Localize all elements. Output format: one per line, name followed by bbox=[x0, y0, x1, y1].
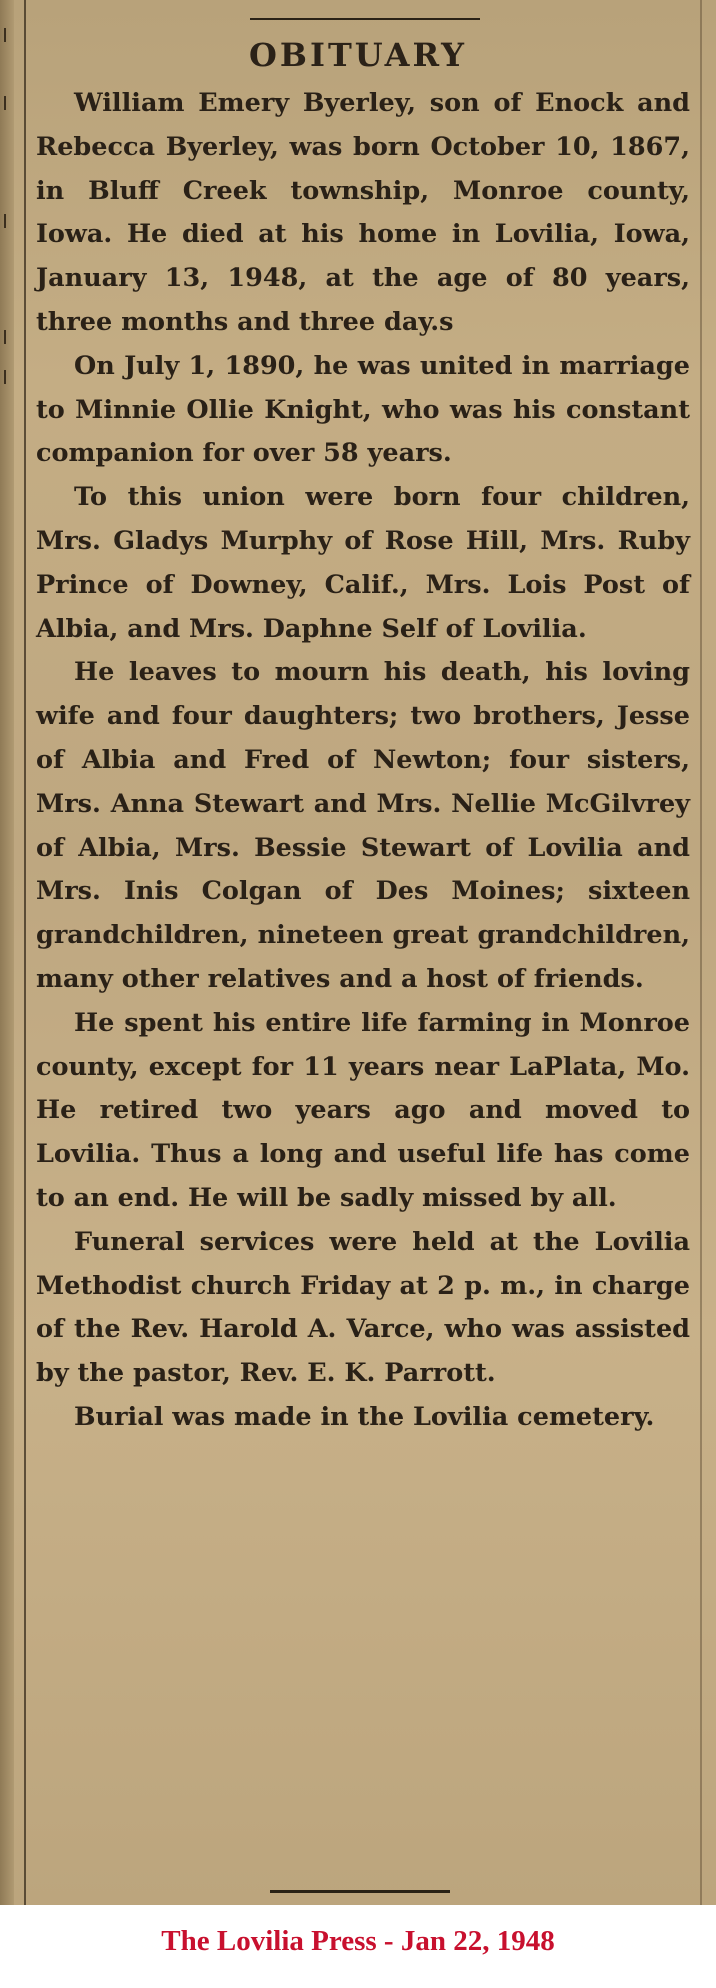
paragraph-survivors: He leaves to mourn his death, his loving wife and four daughters; two brothers, Jesse of Albia and Fred of Newton; four sisters, Mrs. Anna Stewart and Mrs. Nellie McGilvrey of Albia, Mrs. Bessie Stewart of Lovilia and Mrs. Inis Colgan of Des Moines; sixteen grandchildren, nineteen great grandchildren, many other relatives and a host of friends. bbox=[36, 657, 690, 994]
obituary-title: OBITUARY bbox=[249, 36, 467, 74]
clipping-left-edge bbox=[0, 0, 14, 1905]
paragraph-children: To this union were born four children, Mrs. Gladys Murphy of Rose Hill, Mrs. Ruby Prince of Downey, Calif., Mrs. Lois Post of Albia, and Mrs. Daphne Self of Lovilia. bbox=[36, 482, 690, 644]
paragraph-marriage: On July 1, 1890, he was united in marriage to Minnie Ollie Knight, who was his constant companion for over 58 years. bbox=[36, 350, 690, 469]
column-mark bbox=[4, 214, 14, 228]
source-caption: The Lovilia Press - Jan 22, 1948 bbox=[161, 1925, 555, 1957]
column-mark bbox=[4, 96, 14, 110]
footer-rule bbox=[270, 1890, 450, 1893]
paragraph-burial: Burial was made in the Lovilia cemetery. bbox=[74, 1401, 655, 1432]
column-mark bbox=[4, 370, 14, 384]
paragraph-life: He spent his entire life farming in Monroe county, except for 11 years near LaPlata, Mo. He retired two years ago and moved to Lovilia. Thus a long and useful life has come to an end. He will be sadly missed by all. bbox=[36, 1007, 690, 1213]
paragraph-birth: William Emery Byerley, son of Enock and Rebecca Byerley, was born October 10, 1867, in Bluff Creek township, Monroe county, Iowa. He died at his home in Lovilia, Iowa, January 13, 1948, at the age of 80 years, three months and three day.s bbox=[36, 88, 690, 337]
paragraph-funeral: Funeral services were held at the Lovilia Methodist church Friday at 2 p. m., in charge of the Rev. Harold A. Varce, who was assisted by the pastor, Rev. E. K. Parrott. bbox=[36, 1226, 690, 1389]
column-rule-right bbox=[700, 0, 702, 1905]
column-rule-left bbox=[24, 0, 26, 1905]
obituary-body bbox=[36, 82, 690, 1440]
column-mark bbox=[4, 330, 14, 344]
header-rule bbox=[250, 18, 480, 20]
